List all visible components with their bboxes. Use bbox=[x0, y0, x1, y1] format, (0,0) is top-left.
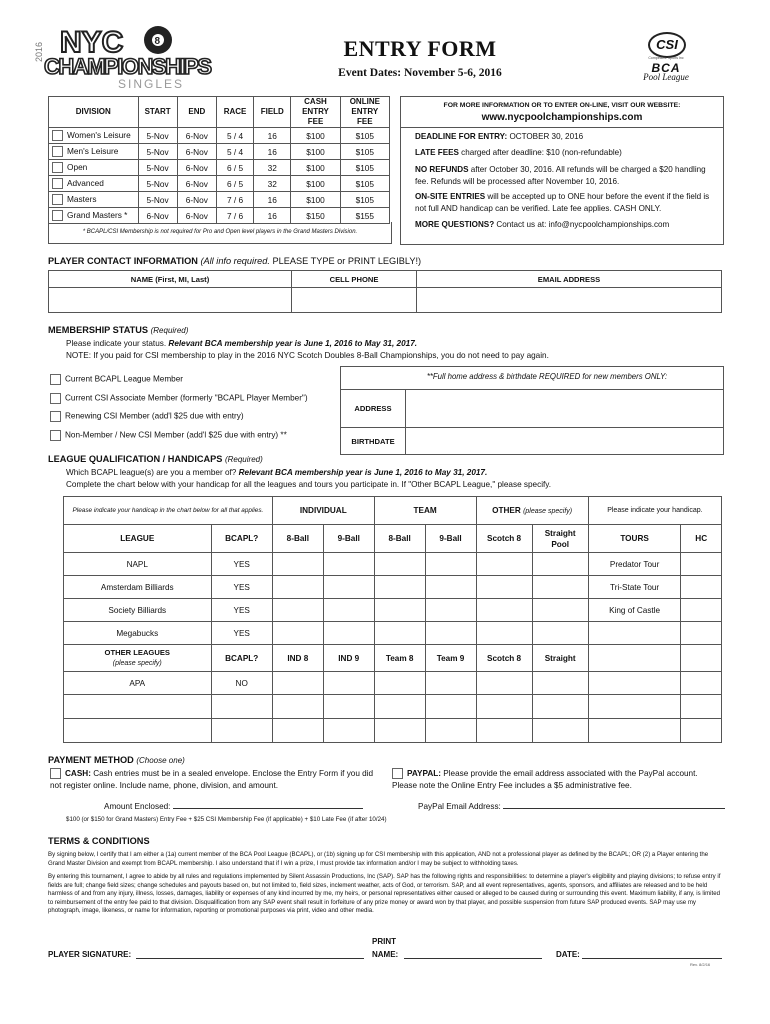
revision: Rev. 8/2/16 bbox=[690, 962, 711, 967]
checkbox[interactable] bbox=[50, 374, 61, 385]
contact-section-title: PLAYER CONTACT INFORMATION (All info required. PLEASE TYPE or PRINT LEGIBLY!) bbox=[48, 256, 422, 266]
handicap-field[interactable] bbox=[532, 576, 588, 599]
division-row bbox=[49, 128, 390, 144]
birthdate-field[interactable] bbox=[406, 427, 723, 455]
other-leagues-row bbox=[64, 645, 722, 672]
amount-field[interactable] bbox=[173, 808, 363, 809]
division-field-cell: 16 bbox=[254, 144, 291, 160]
other-leagues-title: OTHER LEAGUES bbox=[104, 647, 170, 657]
checkbox[interactable] bbox=[52, 178, 63, 189]
league-name: Amsterdam Billiards bbox=[64, 576, 212, 599]
division-start-cell: 5-Nov bbox=[138, 192, 177, 208]
division-online-cell: $105 bbox=[340, 144, 389, 160]
league-line1: Which BCAPL league(s) are you a member of? Relevant BCA membership year is June 1, 2016 to May 31, 2017. bbox=[66, 468, 488, 477]
checkbox[interactable] bbox=[52, 162, 63, 173]
division-cash-cell: $100 bbox=[291, 144, 340, 160]
membership-option-2[interactable]: Current CSI Associate Member (formerly "BCAPL Player Member") bbox=[50, 393, 308, 404]
checkbox[interactable] bbox=[50, 430, 61, 441]
sponsor-logos bbox=[636, 32, 696, 82]
checkbox[interactable] bbox=[392, 768, 403, 779]
tour-name: Tri-State Tour bbox=[588, 576, 681, 599]
handicap-field[interactable] bbox=[374, 622, 425, 645]
ind-8ball-header: 8-Ball bbox=[272, 525, 323, 553]
division-name: Grand Masters * bbox=[67, 209, 128, 220]
division-cash-cell: $150 bbox=[291, 208, 340, 224]
handicap-field[interactable] bbox=[323, 576, 374, 599]
end-header: END bbox=[177, 97, 216, 128]
league-line2: Complete the chart below with your handicap for all the leagues and tours you participate in. If "Other BCAPL League," please specify. bbox=[66, 480, 552, 489]
division-name: Men's Leisure bbox=[67, 145, 119, 156]
division-field-cell: 16 bbox=[254, 192, 291, 208]
tour-name: Predator Tour bbox=[588, 553, 681, 576]
membership-option-1[interactable]: Current BCAPL League Member bbox=[50, 374, 183, 385]
division-end-cell: 6-Nov bbox=[177, 176, 216, 192]
handicap-field[interactable] bbox=[425, 672, 476, 695]
checkbox[interactable] bbox=[50, 411, 61, 422]
bcapl-value: YES bbox=[211, 622, 272, 645]
tour-hc-field[interactable] bbox=[681, 719, 722, 743]
handicap-field[interactable] bbox=[374, 719, 425, 743]
division-division-cell[interactable] bbox=[49, 176, 139, 192]
print-label: PRINT bbox=[372, 937, 396, 946]
division-online-cell: $105 bbox=[340, 192, 389, 208]
signature-field[interactable] bbox=[136, 958, 364, 959]
info-header: FOR MORE INFORMATION OR TO ENTER ON-LINE, VISIT OUR WEBSITE: bbox=[443, 102, 681, 109]
division-end-cell: 6-Nov bbox=[177, 192, 216, 208]
membership-option-3[interactable]: Renewing CSI Member (add'l $25 due with entry) bbox=[50, 411, 244, 422]
info-box bbox=[400, 96, 724, 245]
league-row bbox=[64, 576, 722, 599]
handicap-field[interactable] bbox=[476, 672, 532, 695]
division-start-cell: 5-Nov bbox=[138, 176, 177, 192]
handicap-field[interactable] bbox=[425, 553, 476, 576]
division-race-cell: 6 / 5 bbox=[216, 160, 253, 176]
tour-name: King of Castle bbox=[588, 599, 681, 622]
birthdate-label: BIRTHDATE bbox=[341, 427, 406, 455]
handicap-field[interactable] bbox=[272, 695, 323, 719]
checkbox[interactable] bbox=[52, 146, 63, 157]
tour-name bbox=[588, 695, 681, 719]
other-col-header: BCAPL? bbox=[211, 645, 272, 672]
questions-label: MORE QUESTIONS? bbox=[415, 220, 495, 229]
paypal-email: PayPal Email Address: bbox=[418, 802, 725, 811]
scotch8-header: Scotch 8 bbox=[476, 525, 532, 553]
league-name-field[interactable] bbox=[64, 695, 212, 719]
league-table bbox=[63, 496, 722, 743]
tour-hc-field[interactable] bbox=[681, 695, 722, 719]
csi-logo: CSI bbox=[648, 32, 686, 58]
division-online-cell: $105 bbox=[340, 176, 389, 192]
division-field-cell: 32 bbox=[254, 160, 291, 176]
logo-singles: SINGLES bbox=[118, 77, 185, 91]
logo-ball-number: 8 bbox=[154, 36, 161, 47]
division-start-cell: 6-Nov bbox=[138, 208, 177, 224]
division-end-cell: 6-Nov bbox=[177, 144, 216, 160]
handicap-field[interactable] bbox=[374, 553, 425, 576]
division-name: Masters bbox=[67, 193, 97, 204]
division-online-cell: $105 bbox=[340, 160, 389, 176]
field-header: FIELD bbox=[254, 97, 291, 128]
handicap-field[interactable] bbox=[476, 695, 532, 719]
ind-9ball-header: 9-Ball bbox=[323, 525, 374, 553]
new-member-note: **Full home address & birthdate REQUIRED for new members ONLY: bbox=[426, 372, 668, 381]
league-name: APA bbox=[64, 672, 212, 695]
handicap-field[interactable] bbox=[272, 719, 323, 743]
league-title: LEAGUE QUALIFICATION / HANDICAPS (Required) bbox=[48, 454, 263, 464]
division-race-cell: 7 / 6 bbox=[216, 192, 253, 208]
bcapl-value: YES bbox=[211, 599, 272, 622]
terms-title: TERMS & CONDITIONS bbox=[48, 836, 150, 846]
division-field-cell: 16 bbox=[254, 208, 291, 224]
division-name: Advanced bbox=[67, 177, 104, 188]
event-dates: Event Dates: November 5-6, 2016 bbox=[338, 67, 502, 79]
handicap-field[interactable] bbox=[425, 695, 476, 719]
team-header: TEAM bbox=[374, 497, 476, 525]
handicap-field[interactable] bbox=[272, 599, 323, 622]
race-header: RACE bbox=[216, 97, 253, 128]
tour-hc-field[interactable] bbox=[681, 576, 722, 599]
handicap-field[interactable] bbox=[476, 622, 532, 645]
division-division-cell[interactable] bbox=[49, 144, 139, 160]
bca-logo-sub: Pool League bbox=[643, 72, 689, 82]
division-race-cell: 5 / 4 bbox=[216, 128, 253, 144]
division-division-cell[interactable] bbox=[49, 128, 139, 144]
membership-line1: Please indicate your status. Relevant BCA membership year is June 1, 2016 to May 31, 2017. bbox=[66, 339, 418, 348]
team-9ball-header: 9-Ball bbox=[425, 525, 476, 553]
bcapl-value: YES bbox=[211, 576, 272, 599]
handicap-field[interactable] bbox=[532, 672, 588, 695]
other-col-header: Straight bbox=[532, 645, 588, 672]
division-cash-cell: $100 bbox=[291, 128, 340, 144]
division-start-cell: 5-Nov bbox=[138, 144, 177, 160]
paypal-option[interactable]: PAYPAL: Please provide the email address associated with the PayPal account. Please note the Online Entry Fee includes a $5 administrative fee. bbox=[392, 769, 698, 790]
other-col-header: Scotch 8 bbox=[476, 645, 532, 672]
handicap-field[interactable] bbox=[272, 576, 323, 599]
bcapl-field[interactable] bbox=[211, 719, 272, 743]
division-race-cell: 5 / 4 bbox=[216, 144, 253, 160]
fee-note: $100 (or $150 for Grand Masters) Entry Fee + $25 CSI Membership Fee (if applicable) + $10 Late Fee (if after 10/24) bbox=[66, 816, 387, 823]
handicap-field[interactable] bbox=[323, 622, 374, 645]
handicap-field[interactable] bbox=[374, 672, 425, 695]
handicap-field[interactable] bbox=[425, 599, 476, 622]
questions-value: Contact us at: info@nycpoolchampionships.com bbox=[496, 220, 670, 229]
league-name-field[interactable] bbox=[64, 719, 212, 743]
division-start-cell: 5-Nov bbox=[138, 128, 177, 144]
division-name: Open bbox=[67, 161, 88, 172]
name-header: NAME (First, MI, Last) bbox=[49, 271, 292, 288]
league-name: Megabucks bbox=[64, 622, 212, 645]
cell-header: CELL PHONE bbox=[292, 271, 417, 288]
new-member-box bbox=[340, 366, 724, 455]
bcapl-field[interactable] bbox=[211, 695, 272, 719]
logo-nyc: NYC bbox=[60, 26, 124, 59]
division-cash-cell: $100 bbox=[291, 176, 340, 192]
tour-hc-field[interactable] bbox=[681, 672, 722, 695]
cell-field[interactable] bbox=[292, 288, 417, 313]
checkbox[interactable] bbox=[52, 210, 63, 221]
checkbox[interactable] bbox=[52, 194, 63, 205]
division-cash-cell: $100 bbox=[291, 160, 340, 176]
division-start-cell: 5-Nov bbox=[138, 160, 177, 176]
membership-option-4[interactable]: Non-Member / New CSI Member (add'l $25 due with entry) ** bbox=[50, 430, 287, 441]
other-col-header: Team 8 bbox=[374, 645, 425, 672]
bca-logo: BCA bbox=[651, 61, 681, 75]
division-end-cell: 6-Nov bbox=[177, 208, 216, 224]
handicap-field[interactable] bbox=[425, 719, 476, 743]
other-col-header: IND 9 bbox=[323, 645, 374, 672]
deadline-label: DEADLINE FOR ENTRY: bbox=[415, 132, 508, 141]
handicap-field[interactable] bbox=[532, 695, 588, 719]
cash-option[interactable]: CASH: Cash entries must be in a sealed envelope. Enclose the Entry Form if you did not register online. Include name, phone, division, and amount. bbox=[50, 769, 374, 790]
refund-label: NO REFUNDS bbox=[415, 165, 469, 174]
handicap-field[interactable] bbox=[272, 553, 323, 576]
email-header: EMAIL ADDRESS bbox=[417, 271, 722, 288]
handicap-field[interactable] bbox=[323, 553, 374, 576]
blank-league-row bbox=[64, 695, 722, 719]
blank-league-row bbox=[64, 719, 722, 743]
division-online-cell: $155 bbox=[340, 208, 389, 224]
date-label: DATE: bbox=[556, 950, 580, 959]
division-name: Women's Leisure bbox=[67, 129, 131, 140]
division-end-cell: 6-Nov bbox=[177, 160, 216, 176]
tour-hc-field[interactable] bbox=[681, 553, 722, 576]
other-col-header: IND 8 bbox=[272, 645, 323, 672]
checkbox[interactable] bbox=[50, 393, 61, 404]
league-row bbox=[64, 599, 722, 622]
division-end-cell: 6-Nov bbox=[177, 128, 216, 144]
logo-championships: CHAMPIONSHIPS bbox=[44, 54, 212, 79]
terms-paragraph-1: By signing below, I certify that I am either a (1a) current member of the BCA Pool League (BCAPL), or (1b) signing up for CSI membership with this application, AND not a professional player as defined by the BCAPL; OR (2) a Player entering the Grand Master Division and exempt from BCAPL membership. I also understand that if I win a prize, I must provide tax information and/or I may be subject to withholding taxes. bbox=[48, 851, 709, 867]
onsite-value: will be accepted up to ONE hour before the event if the field is not full AND handicap can be verified. Late fee applies. CASH ONLY. bbox=[415, 192, 710, 213]
tour-hc-field[interactable] bbox=[681, 645, 722, 672]
division-race-cell: 6 / 5 bbox=[216, 176, 253, 192]
address-label: ADDRESS bbox=[341, 389, 406, 428]
handicap-field[interactable] bbox=[374, 695, 425, 719]
division-row bbox=[49, 192, 390, 208]
handicap-field[interactable] bbox=[476, 719, 532, 743]
division-row bbox=[49, 160, 390, 176]
player-signature-label: PLAYER SIGNATURE: bbox=[48, 950, 132, 959]
bcapl-value: NO bbox=[211, 672, 272, 695]
division-division-cell[interactable] bbox=[49, 192, 139, 208]
grand-masters-note: * BCAPL/CSI Membership is not required for Pro and Open level players in the Grand Masters Division. bbox=[48, 222, 392, 244]
handicap-field[interactable] bbox=[476, 599, 532, 622]
league-row bbox=[64, 553, 722, 576]
checkbox[interactable] bbox=[50, 768, 61, 779]
print-name-field[interactable] bbox=[404, 958, 542, 959]
terms-paragraph-2: By entering this tournament, I agree to abide by all rules and regulations implemented by Silent Assassin Productions, Inc (SAP). SAP has the following rights and responsibilities: to determine a player's eligibility and playing divisions; to refuse entry if fields are full; change field sizes; change schedules and payouts based on, but not limited to, field sizes, inclement weather, acts of God, or terrorism. SAP, and all event representatives, agents, sponsors, and affiliates are released and to be held harmless of and from any injury, illness, losses, damages, liability or expenses of any kind incurred by me, my heirs, or personal representatives either caused or alleged to be caused during or surrounding this event. Maximum liability, if any, is limited to reimbursement of the entry fee paid to that division. Disqualification from any SAP event shall result in forfeiture of any prize money or award won by that player, and possible suspension from future SAP produced events. SAP may use my photograph, image, likeness, or name for information, reporting or promotional purposes via print, video and other media. bbox=[48, 873, 721, 915]
handicap-field[interactable] bbox=[532, 553, 588, 576]
division-field-cell: 16 bbox=[254, 128, 291, 144]
cash-fee-header: CASH ENTRY FEE bbox=[291, 97, 340, 128]
bcapl-value: YES bbox=[211, 553, 272, 576]
address-field[interactable] bbox=[406, 389, 723, 428]
division-race-cell: 7 / 6 bbox=[216, 208, 253, 224]
csi-logo-sub: Competitive Sports Inc bbox=[648, 56, 684, 60]
team-8ball-header: 8-Ball bbox=[374, 525, 425, 553]
date-field[interactable] bbox=[582, 958, 722, 959]
handicap-field[interactable] bbox=[272, 672, 323, 695]
onsite-label: ON-SITE ENTRIES bbox=[415, 192, 486, 201]
checkbox[interactable] bbox=[52, 130, 63, 141]
tour-name bbox=[588, 622, 681, 645]
deadline-value: OCTOBER 30, 2016 bbox=[509, 132, 584, 141]
hc-header: HC bbox=[681, 525, 722, 553]
handicap-field[interactable] bbox=[476, 553, 532, 576]
late-fees-value: charged after deadline: $10 (non-refundable) bbox=[461, 147, 622, 157]
tour-hc-field[interactable] bbox=[681, 622, 722, 645]
division-field-cell: 32 bbox=[254, 176, 291, 192]
late-fees-label: LATE FEES bbox=[415, 147, 459, 157]
email-field[interactable] bbox=[417, 288, 722, 313]
handicap-field[interactable] bbox=[532, 719, 588, 743]
division-header: DIVISION bbox=[49, 97, 139, 128]
division-division-cell[interactable] bbox=[49, 160, 139, 176]
league-row bbox=[64, 672, 722, 695]
division-row bbox=[49, 176, 390, 192]
handicap-hint: Please indicate your handicap in the chart below for all that applies. bbox=[64, 497, 273, 525]
tour-name bbox=[588, 719, 681, 743]
name-field[interactable] bbox=[49, 288, 292, 313]
handicap-field[interactable] bbox=[272, 622, 323, 645]
tour-empty bbox=[588, 645, 681, 672]
nyc-championships-logo bbox=[30, 22, 220, 92]
refund-value: after October 30, 2016. All refunds will be charged a $20 handling fee. Refunds will be processed after November 10, 2016. bbox=[415, 165, 706, 186]
handicap-field[interactable] bbox=[323, 599, 374, 622]
handicap-field[interactable] bbox=[425, 622, 476, 645]
tours-header: TOURS bbox=[588, 525, 681, 553]
paypal-email-field[interactable] bbox=[503, 808, 725, 809]
other-col-header: Team 9 bbox=[425, 645, 476, 672]
payment-title: PAYMENT METHOD (Choose one) bbox=[48, 755, 185, 765]
division-online-cell: $105 bbox=[340, 128, 389, 144]
website-link[interactable]: www.nycpoolchampionships.com bbox=[481, 112, 643, 123]
other-leagues-label bbox=[64, 645, 212, 672]
handicap-field[interactable] bbox=[476, 576, 532, 599]
other-header: OTHER (please specify) bbox=[476, 497, 588, 525]
handicap-field[interactable] bbox=[425, 576, 476, 599]
name-label: NAME: bbox=[372, 950, 399, 959]
straight-pool-header: Straight Pool bbox=[532, 525, 588, 553]
division-cash-cell: $100 bbox=[291, 192, 340, 208]
individual-header: INDIVIDUAL bbox=[272, 497, 374, 525]
handicap-field[interactable] bbox=[374, 599, 425, 622]
logo-year: 2016 bbox=[34, 41, 44, 62]
handicap-field[interactable] bbox=[323, 695, 374, 719]
handicap-field[interactable] bbox=[532, 622, 588, 645]
tour-hc-field[interactable] bbox=[681, 599, 722, 622]
league-name: NAPL bbox=[64, 553, 212, 576]
start-header: START bbox=[138, 97, 177, 128]
tour-hint: Please indicate your handicap. bbox=[588, 497, 721, 525]
membership-title: MEMBERSHIP STATUS (Required) bbox=[48, 325, 189, 335]
handicap-field[interactable] bbox=[323, 672, 374, 695]
other-leagues-note: (please specify) bbox=[112, 659, 162, 667]
league-col-header: LEAGUE bbox=[64, 525, 212, 553]
contact-table bbox=[48, 270, 722, 313]
division-row bbox=[49, 144, 390, 160]
amount-enclosed: Amount Enclosed: bbox=[104, 802, 363, 811]
membership-note: NOTE: If you paid for CSI membership to play in the 2016 NYC Scotch Doubles 8-Ball Championships, you do not need to pay again. bbox=[66, 351, 549, 360]
page-title: ENTRY FORM bbox=[343, 36, 497, 61]
division-table bbox=[48, 96, 390, 224]
bcapl-col-header: BCAPL? bbox=[211, 525, 272, 553]
handicap-field[interactable] bbox=[374, 576, 425, 599]
handicap-field[interactable] bbox=[532, 599, 588, 622]
tour-name bbox=[588, 672, 681, 695]
league-name: Society Billiards bbox=[64, 599, 212, 622]
online-fee-header: ONLINE ENTRY FEE bbox=[340, 97, 389, 128]
league-row bbox=[64, 622, 722, 645]
handicap-field[interactable] bbox=[323, 719, 374, 743]
